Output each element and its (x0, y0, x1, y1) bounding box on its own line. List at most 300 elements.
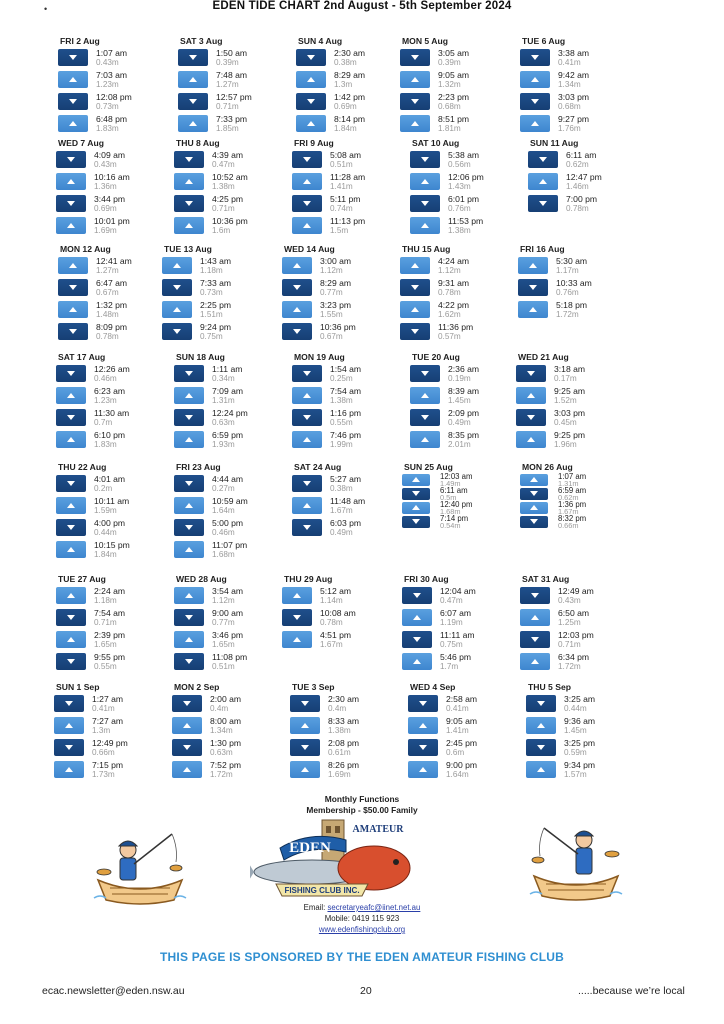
tide-up-arrow-icon (293, 307, 301, 312)
tide-time: 4:01 am (94, 474, 126, 484)
high-tide-marker (174, 387, 204, 404)
high-tide-entry (174, 429, 286, 451)
tide-height: 0.71m (94, 618, 117, 627)
tide-day-card (520, 574, 632, 673)
tide-down-arrow-icon (67, 371, 75, 376)
tide-day-label: THU 5 Sep (528, 682, 571, 692)
tide-day-card (292, 352, 404, 451)
tide-time: 3:00 am (320, 256, 352, 266)
tide-down-arrow-icon (419, 701, 427, 706)
tide-height: 0.77m (320, 288, 343, 297)
tide-time: 10:11 am (94, 496, 130, 506)
low-tide-marker (520, 516, 548, 528)
tide-up-arrow-icon (185, 179, 193, 184)
tide-time: 7:48 am (216, 70, 248, 80)
high-tide-marker (54, 761, 84, 778)
fisherman-boat-illustration-right (526, 824, 626, 904)
tide-down-arrow-icon (183, 701, 191, 706)
tide-up-arrow-icon (411, 77, 419, 82)
low-tide-entry (400, 321, 512, 343)
tide-up-arrow-icon (303, 179, 311, 184)
tide-time: 3:18 am (554, 364, 586, 374)
tide-time: 8:51 pm (438, 114, 470, 124)
tide-up-arrow-icon (293, 593, 301, 598)
tide-down-arrow-icon (531, 99, 539, 104)
high-tide-marker (408, 761, 438, 778)
tide-day-label: SUN 11 Aug (530, 138, 579, 148)
tide-down-arrow-icon (303, 481, 311, 486)
tide-down-arrow-icon (67, 615, 75, 620)
tide-height: 1.49m (440, 479, 461, 488)
low-tide-marker (292, 151, 322, 168)
tide-down-arrow-icon (307, 55, 315, 60)
high-tide-entry (520, 607, 632, 629)
low-tide-marker (400, 49, 430, 66)
tide-height: 1.31m (558, 479, 579, 488)
tide-up-arrow-icon (411, 307, 419, 312)
tide-height: 0.47m (212, 160, 235, 169)
tide-time: 1:50 am (216, 48, 248, 58)
high-tide-entry (410, 171, 522, 193)
high-tide-marker (410, 217, 440, 234)
high-tide-entry (408, 759, 520, 781)
tide-up-arrow-icon (67, 637, 75, 642)
high-tide-entry (178, 113, 290, 135)
low-tide-entry (516, 363, 628, 385)
tide-time: 10:16 am (94, 172, 130, 182)
tide-down-arrow-icon (173, 285, 181, 290)
tide-height: 0.43m (558, 596, 581, 605)
high-tide-entry (296, 69, 408, 91)
low-tide-marker (56, 653, 86, 670)
low-tide-marker (520, 49, 550, 66)
fisherman-boat-illustration-left (90, 828, 190, 908)
tide-time: 6:07 am (440, 608, 472, 618)
tide-day-card (56, 352, 168, 451)
tide-day-label: MON 5 Aug (402, 36, 448, 46)
tide-time: 8:26 pm (328, 760, 360, 770)
tide-height: 1.27m (96, 266, 119, 275)
tide-down-arrow-icon (185, 201, 193, 206)
high-tide-entry (518, 299, 630, 321)
tide-up-arrow-icon (301, 767, 309, 772)
tide-down-arrow-icon (293, 285, 301, 290)
tide-time: 8:33 am (328, 716, 360, 726)
tide-height: 0.57m (438, 332, 461, 341)
tide-down-arrow-icon (185, 157, 193, 162)
high-tide-marker (174, 173, 204, 190)
tide-up-arrow-icon (531, 77, 539, 82)
tide-height: 1.59m (94, 506, 117, 515)
tide-up-arrow-icon (293, 637, 301, 642)
tide-down-arrow-icon (411, 285, 419, 290)
tide-height: 1.41m (330, 182, 353, 191)
high-tide-marker (410, 387, 440, 404)
high-tide-marker (54, 717, 84, 734)
tide-time: 9:42 am (558, 70, 590, 80)
tide-height: 0.71m (558, 640, 581, 649)
bullet-mark: • (44, 4, 48, 14)
tide-up-arrow-icon (67, 437, 75, 442)
low-tide-entry (174, 651, 286, 673)
low-tide-marker (408, 695, 438, 712)
tide-height: 2.01m (448, 440, 471, 449)
high-tide-marker (292, 173, 322, 190)
high-tide-marker (528, 173, 558, 190)
tide-down-arrow-icon (67, 415, 75, 420)
tide-time: 7:54 am (94, 608, 126, 618)
tide-height: 1.17m (556, 266, 579, 275)
tide-height: 0.51m (212, 662, 235, 671)
tide-height: 0.47m (440, 596, 463, 605)
tide-down-arrow-icon (69, 285, 77, 290)
tide-height: 1.67m (320, 640, 343, 649)
logo-club-text: FISHING CLUB INC. (284, 886, 360, 895)
tide-time: 6:01 pm (448, 194, 480, 204)
tide-day-card (56, 462, 168, 561)
tide-height: 1.65m (94, 640, 117, 649)
tide-day-card (174, 352, 286, 451)
low-tide-marker (402, 488, 430, 500)
tide-day-label: MON 2 Sep (174, 682, 220, 692)
tide-down-arrow-icon (303, 157, 311, 162)
tide-day-card (292, 462, 404, 539)
tide-time: 1:36 pm (558, 500, 587, 509)
high-tide-marker (58, 301, 88, 318)
tide-time: 3:38 am (558, 48, 590, 58)
tide-height: 1.23m (94, 396, 117, 405)
high-tide-entry (58, 255, 170, 277)
high-tide-entry (520, 113, 632, 135)
high-tide-marker (174, 497, 204, 514)
tide-down-arrow-icon (411, 99, 419, 104)
high-tide-entry (56, 539, 168, 561)
tide-down-arrow-icon (183, 745, 191, 750)
low-tide-marker (292, 195, 322, 212)
low-tide-marker (296, 93, 326, 110)
tide-day-card (178, 36, 290, 135)
tide-height: 1.25m (558, 618, 581, 627)
tide-up-arrow-icon (67, 393, 75, 398)
tide-height: 1.5m (330, 226, 349, 235)
tide-height: 1.14m (320, 596, 343, 605)
tide-height: 1.76m (558, 124, 581, 133)
high-tide-marker (178, 115, 208, 132)
tide-up-arrow-icon (185, 393, 193, 398)
tide-time: 12:47 pm (566, 172, 602, 182)
tide-height: 1.85m (216, 124, 239, 133)
tide-day-label: SUN 18 Aug (176, 352, 225, 362)
low-tide-marker (292, 519, 322, 536)
high-tide-entry (56, 385, 168, 407)
low-tide-entry (56, 607, 168, 629)
tide-height: 0.77m (212, 618, 235, 627)
tide-day-label: FRI 9 Aug (294, 138, 334, 148)
tide-up-arrow-icon (185, 223, 193, 228)
tide-height: 0.75m (440, 640, 463, 649)
tide-height: 1.7m (440, 662, 459, 671)
tide-down-arrow-icon (65, 745, 73, 750)
high-tide-marker (174, 631, 204, 648)
high-tide-entry (58, 113, 170, 135)
tide-height: 1.67m (330, 506, 353, 515)
high-tide-entry (410, 429, 522, 451)
tide-height: 1.46m (566, 182, 589, 191)
tide-height: 1.41m (446, 726, 469, 735)
tide-time: 10:33 am (556, 278, 592, 288)
tide-down-arrow-icon (527, 415, 535, 420)
low-tide-marker (56, 519, 86, 536)
email-link[interactable]: secretaryeafc@iinet.net.au (327, 903, 421, 912)
low-tide-marker (178, 49, 208, 66)
tide-day-card (282, 574, 394, 651)
low-tide-entry (162, 321, 274, 343)
high-tide-marker (56, 587, 86, 604)
tide-height: 1.84m (334, 124, 357, 133)
tide-day-card (402, 574, 514, 673)
tide-time: 7:00 pm (566, 194, 598, 204)
tide-time: 2:25 pm (200, 300, 232, 310)
tide-height: 1.3m (92, 726, 111, 735)
low-tide-entry (178, 47, 290, 69)
tide-day-card (526, 682, 638, 781)
high-tide-entry (174, 539, 286, 561)
high-tide-marker (172, 761, 202, 778)
tide-height: 0.54m (440, 521, 461, 530)
tide-height: 1.67m (558, 507, 579, 516)
tide-time: 7:15 pm (92, 760, 124, 770)
tide-height: 0.78m (320, 618, 343, 627)
tide-time: 8:29 am (334, 70, 366, 80)
tide-down-arrow-icon (412, 491, 420, 496)
tide-time: 11:30 am (94, 408, 130, 418)
tide-day-card (56, 574, 168, 673)
tide-time: 6:34 pm (558, 652, 590, 662)
low-tide-marker (282, 323, 312, 340)
tide-up-arrow-icon (185, 503, 193, 508)
tide-time: 6:47 am (96, 278, 128, 288)
low-tide-marker (290, 739, 320, 756)
tide-height: 0.78m (96, 332, 119, 341)
tide-time: 1:42 pm (334, 92, 366, 102)
tide-height: 0.73m (200, 288, 223, 297)
tide-height: 1.83m (96, 124, 119, 133)
high-tide-entry (174, 629, 286, 651)
tide-height: 1.83m (94, 440, 117, 449)
tide-down-arrow-icon (537, 745, 545, 750)
tide-height: 0.78m (566, 204, 589, 213)
low-tide-marker (520, 631, 550, 648)
tide-time: 12:49 pm (92, 738, 128, 748)
tide-time: 11:28 am (330, 172, 366, 182)
tide-height: 0.44m (564, 704, 587, 713)
high-tide-marker (56, 541, 86, 558)
low-tide-entry (56, 363, 168, 385)
tide-day-label: FRI 2 Aug (60, 36, 100, 46)
low-tide-entry (174, 363, 286, 385)
low-tide-marker (56, 609, 86, 626)
tide-time: 12:26 am (94, 364, 130, 374)
tide-up-arrow-icon (530, 477, 538, 482)
tide-up-arrow-icon (189, 77, 197, 82)
tide-time: 6:23 am (94, 386, 126, 396)
tide-height: 1.69m (94, 226, 117, 235)
tide-up-arrow-icon (411, 121, 419, 126)
email-line (230, 902, 494, 913)
tide-height: 1.68m (440, 507, 461, 516)
tide-time: 1:11 am (212, 364, 243, 374)
high-tide-marker (292, 387, 322, 404)
tide-down-arrow-icon (69, 55, 77, 60)
tide-day-label: SAT 10 Aug (412, 138, 460, 148)
tide-down-arrow-icon (530, 491, 538, 496)
tide-height: 0.41m (558, 58, 581, 67)
tide-day-card (174, 574, 286, 673)
low-tide-entry (290, 693, 402, 715)
high-tide-marker (290, 761, 320, 778)
low-tide-entry (528, 193, 640, 215)
tide-height: 1.62m (438, 310, 461, 319)
low-tide-entry (400, 47, 512, 69)
tide-height: 1.81m (438, 124, 461, 133)
high-tide-marker (174, 431, 204, 448)
tide-height: 0.71m (216, 102, 239, 111)
tide-up-arrow-icon (69, 77, 77, 82)
tide-time: 4:39 am (212, 150, 244, 160)
tide-down-arrow-icon (421, 157, 429, 162)
low-tide-marker (528, 195, 558, 212)
tide-day-card (162, 244, 274, 343)
website-link[interactable]: www.edenfishingclub.org (318, 925, 406, 934)
tide-time: 9:00 am (212, 608, 244, 618)
tide-time: 5:11 pm (330, 194, 361, 204)
tide-height: 1.96m (554, 440, 577, 449)
low-tide-entry (410, 193, 522, 215)
high-tide-entry (520, 69, 632, 91)
tide-day-card (516, 352, 628, 451)
tide-up-arrow-icon (183, 723, 191, 728)
low-tide-entry (292, 517, 404, 539)
high-tide-marker (174, 587, 204, 604)
tide-day-label: SAT 31 Aug (522, 574, 570, 584)
high-tide-marker (56, 431, 86, 448)
high-tide-marker (518, 301, 548, 318)
tide-time: 12:49 am (558, 586, 594, 596)
tide-height: 0.66m (92, 748, 115, 757)
high-tide-entry (56, 215, 168, 237)
tide-day-card (174, 462, 286, 561)
tide-time: 7:33 pm (216, 114, 248, 124)
tide-up-arrow-icon (411, 263, 419, 268)
high-tide-marker (400, 301, 430, 318)
tide-height: 1.45m (564, 726, 587, 735)
sponsor-banner: THIS PAGE IS SPONSORED BY THE EDEN AMATEUR FISHING CLUB (160, 950, 564, 964)
tide-time: 3:23 pm (320, 300, 352, 310)
low-tide-marker (174, 195, 204, 212)
tide-down-arrow-icon (413, 593, 421, 598)
high-tide-entry (526, 759, 638, 781)
tide-height: 0.69m (94, 204, 117, 213)
low-tide-marker (174, 609, 204, 626)
tide-up-arrow-icon (527, 393, 535, 398)
club-contact-details (230, 902, 494, 935)
high-tide-entry (400, 255, 512, 277)
low-tide-entry (408, 737, 520, 759)
tide-down-arrow-icon (65, 701, 73, 706)
low-tide-entry (520, 585, 632, 607)
tide-time: 3:46 pm (212, 630, 244, 640)
low-tide-marker (520, 587, 550, 604)
tide-up-arrow-icon (185, 593, 193, 598)
low-tide-entry (292, 149, 404, 171)
high-tide-entry (290, 759, 402, 781)
tide-day-card (58, 36, 170, 135)
tide-height: 0.49m (448, 418, 471, 427)
tide-height: 0.43m (94, 160, 117, 169)
tide-time: 6:59 am (558, 486, 587, 495)
tide-down-arrow-icon (303, 371, 311, 376)
tide-height: 0.5m (440, 493, 457, 502)
low-tide-entry (56, 193, 168, 215)
high-tide-entry (292, 215, 404, 237)
tide-up-arrow-icon (189, 121, 197, 126)
tide-time: 10:36 pm (212, 216, 248, 226)
tide-height: 1.19m (440, 618, 463, 627)
low-tide-entry (56, 517, 168, 539)
high-tide-entry (162, 255, 274, 277)
tide-height: 1.34m (558, 80, 581, 89)
low-tide-marker (54, 695, 84, 712)
low-tide-marker (402, 631, 432, 648)
tide-time: 2:08 pm (328, 738, 360, 748)
tide-time: 7:03 am (96, 70, 128, 80)
low-tide-marker (174, 409, 204, 426)
tide-down-arrow-icon (185, 615, 193, 620)
tide-height: 0.67m (96, 288, 119, 297)
tide-down-arrow-icon (189, 55, 197, 60)
tide-down-arrow-icon (411, 329, 419, 334)
tide-down-arrow-icon (293, 615, 301, 620)
tide-height: 1.57m (564, 770, 587, 779)
tide-time: 2:36 am (448, 364, 480, 374)
tide-height: 0.68m (438, 102, 461, 111)
low-tide-entry (292, 407, 404, 429)
tide-time: 4:22 pm (438, 300, 470, 310)
high-tide-marker (292, 217, 322, 234)
tide-up-arrow-icon (529, 263, 537, 268)
low-tide-marker (296, 49, 326, 66)
tide-height: 0.51m (330, 160, 353, 169)
tide-time: 11:36 pm (438, 322, 474, 332)
tide-height: 1.72m (558, 662, 581, 671)
tide-height: 1.38m (448, 226, 471, 235)
tide-up-arrow-icon (67, 547, 75, 552)
high-tide-entry (410, 215, 522, 237)
tide-time: 10:01 pm (94, 216, 130, 226)
high-tide-marker (400, 71, 430, 88)
low-tide-entry (408, 693, 520, 715)
low-tide-marker (56, 409, 86, 426)
tide-time: 11:07 pm (212, 540, 248, 550)
tide-height: 0.61m (328, 748, 351, 757)
tide-up-arrow-icon (531, 615, 539, 620)
tide-time: 9:25 am (554, 386, 586, 396)
tide-down-arrow-icon (411, 55, 419, 60)
low-tide-entry (174, 193, 286, 215)
low-tide-entry (174, 473, 286, 495)
high-tide-marker (162, 257, 192, 274)
high-tide-entry (58, 299, 170, 321)
